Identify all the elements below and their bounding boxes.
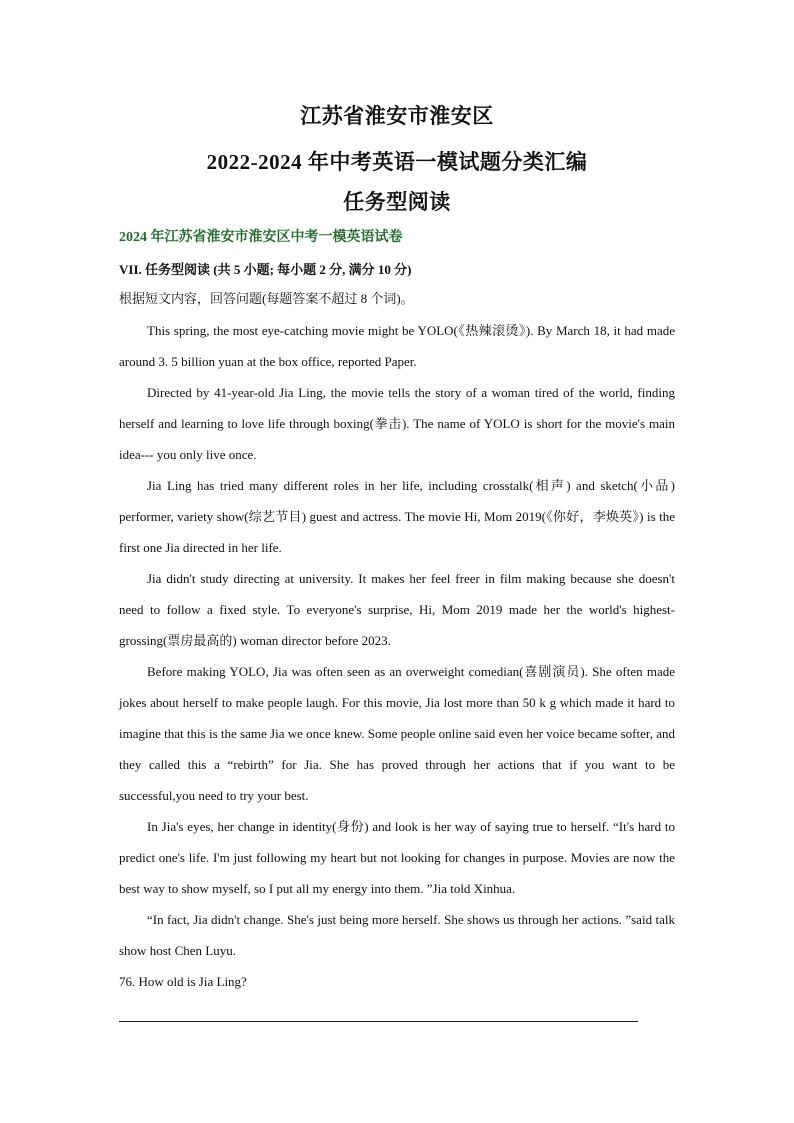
passage-paragraph: Before making YOLO, Jia was often seen as an overweight comedian(喜剧演员). She often made jokes about herself to make people laugh. For this movie, Jia lost more than 50 k g which made it hard to imagine that this is the same Jia we once knew. Some people online said even her voice became softer, and they called this a “rebirth” for Jia. She has proved through her actions that if you want to be successful,you need to try your best. — [119, 664, 675, 803]
passage-paragraph: Jia didn't study directing at university. It makes her feel freer in film making because she doesn't need to follow a fixed style. To everyone's surprise, Hi, Mom 2019 made her the world's highest-grossing(票房最高的) woman director before 2023. — [119, 571, 675, 648]
passage-paragraph: Directed by 41-year-old Jia Ling, the movie tells the story of a woman tired of the world, finding herself and learning to love life through boxing(拳击). The name of YOLO is short for the movie's main idea--- you only live once. — [119, 385, 675, 462]
title-line-collection: 2022-2024 年中考英语一模试题分类汇编 — [206, 150, 588, 174]
question-76: 76. How old is Jia Ling? — [119, 974, 247, 989]
title-line-region: 江苏省淮安市淮安区 — [300, 104, 494, 128]
section-heading: 2024 年江苏省淮安市淮安区中考一模英语试卷 — [119, 230, 403, 245]
passage-paragraph: In Jia's eyes, her change in identity(身份) and look is her way of saying true to herself. “It's hard to predict one's life. I'm just following my heart but not looking for changes in purpose. Movies are now the best way to show myself, so I put all my energy into them. ”Jia told Xinhua. — [119, 819, 675, 896]
passage-paragraph: This spring, the most eye-catching movie might be YOLO(《热辣滚烫》). By March 18, it had made around 3. 5 billion yuan at the box office, reported Paper. — [119, 323, 675, 369]
reading-passage — [119, 315, 675, 966]
task-heading: VII. 任务型阅读 (共 5 小题; 每小题 2 分, 满分 10 分) — [119, 262, 412, 277]
title-line-topic: 任务型阅读 — [343, 190, 451, 214]
passage-paragraph: Jia Ling has tried many different roles in her life, including crosstalk(相声) and sketch(小品) performer, variety show(综艺节目) guest and actress. The movie Hi, Mom 2019(《你好，李焕英》) is the first one Jia directed in her life. — [119, 478, 675, 555]
passage-paragraph: “In fact, Jia didn't change. She's just being more herself. She shows us through her actions. ”said talk show host Chen Luyu. — [119, 912, 675, 958]
instruction-text: 根据短文内容，回答问题(每题答案不超过 8 个词)。 — [119, 291, 414, 306]
title-block — [0, 96, 794, 222]
answer-line[interactable] — [119, 1021, 638, 1022]
